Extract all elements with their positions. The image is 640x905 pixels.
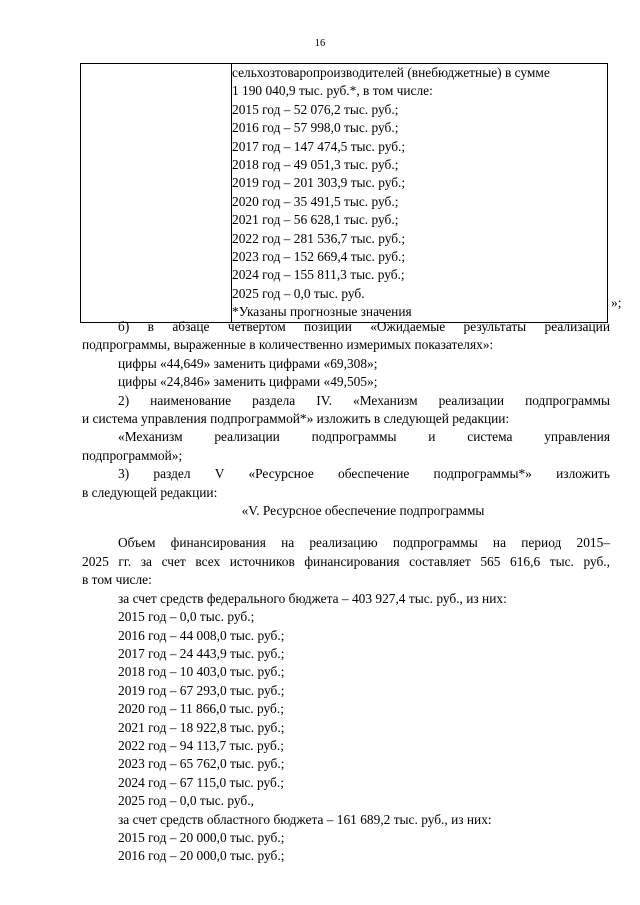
list-item: 2021 год – 18 922,8 тыс. руб.; (118, 719, 285, 735)
table-row (81, 64, 608, 323)
volume-paragraph: Объем финансирования на реализацию подпрограммы на период 2015– (118, 535, 610, 551)
list-item: 2022 год – 94 113,7 тыс. руб.; (118, 737, 284, 753)
table-cell-line: 2022 год – 281 536,7 тыс. руб.; (232, 230, 406, 246)
paragraph-item-b: б) в абзаце четвертом позиции «Ожидаемые результаты реализации (118, 319, 610, 334)
list-item: 2018 год – 10 403,0 тыс. руб.; (118, 664, 285, 680)
closing-quote: »; (611, 295, 622, 310)
list-item: 2017 год – 24 443,9 тыс. руб.; (118, 645, 285, 661)
paragraph-item-3-cont: в следующей редакции: (82, 484, 218, 500)
table-right-cell (232, 64, 608, 323)
table-cell-line: 2018 год – 49 051,3 тыс. руб.; (232, 157, 399, 173)
paragraph-item-2-cont: и система управления подпрограммой*» изложить в следующей редакции: (82, 411, 510, 427)
table-left-cell (81, 64, 232, 323)
volume-paragraph-end: в том числе: (82, 572, 152, 588)
replacement-line: цифры «44,649» заменить цифрами «69,308»; (118, 355, 378, 371)
list-item: 2024 год – 67 115,0 тыс. руб.; (118, 774, 284, 790)
program-table (80, 63, 608, 323)
quoted-title-cont: подпрограммой»; (82, 447, 183, 463)
paragraph-item-b-cont: подпрограммы, выраженные в количественно измеримых показателях»: (82, 337, 494, 353)
paragraph-item-3: 3) раздел V «Ресурсное обеспечение подпрограммы*» изложить (118, 466, 610, 482)
table-cell-line: сельхозтоваропроизводителей (внебюджетные) в сумме (232, 65, 550, 80)
list-item: 2015 год – 20 000,0 тыс. руб.; (118, 829, 285, 845)
list-item: 2019 год – 67 293,0 тыс. руб.; (118, 682, 285, 698)
list-item: 2020 год – 11 866,0 тыс. руб.; (118, 701, 284, 717)
section-title: «V. Ресурсное обеспечение подпрограммы (241, 503, 485, 519)
paragraph-item-2: 2) наименование раздела IV. «Механизм реализации подпрограммы (118, 392, 610, 408)
list-item: 2016 год – 44 008,0 тыс. руб.; (118, 627, 285, 643)
table-cell-line: 2019 год – 201 303,9 тыс. руб.; (232, 175, 406, 191)
table-cell-line: 2024 год – 155 811,3 тыс. руб.; (232, 267, 405, 283)
regional-budget-intro: за счет средств областного бюджета – 161 689,2 тыс. руб., из них: (118, 811, 492, 827)
table-cell-line: 2020 год – 35 491,5 тыс. руб.; (232, 193, 399, 209)
table-cell-line: 2017 год – 147 474,5 тыс. руб.; (232, 138, 406, 154)
federal-budget-intro: за счет средств федерального бюджета – 403 927,4 тыс. руб., из них: (118, 590, 507, 606)
table-cell-line: 1 190 040,9 тыс. руб.*, в том числе: (232, 83, 433, 99)
table-cell-line: 2015 год – 52 076,2 тыс. руб.; (232, 101, 399, 117)
quoted-title: «Механизм реализации подпрограммы и система управления (118, 429, 610, 445)
table-cell-line: 2021 год – 56 628,1 тыс. руб.; (232, 212, 399, 228)
volume-paragraph-cont: 2025 гг. за счет всех источников финансирования составляет 565 616,6 тыс. руб., (82, 553, 610, 569)
table-cell-line: 2025 год – 0,0 тыс. руб. (232, 285, 365, 301)
list-item: 2015 год – 0,0 тыс. руб.; (118, 609, 255, 625)
table-cell-line: 2023 год – 152 669,4 тыс. руб.; (232, 249, 406, 265)
page-number: 16 (314, 38, 326, 49)
table-cell-line: 2016 год – 57 998,0 тыс. руб.; (232, 120, 399, 136)
document-body (82, 318, 610, 866)
table-footnote: *Указаны прогнозные значения (232, 304, 412, 320)
list-item: 2025 год – 0,0 тыс. руб., (118, 793, 254, 809)
list-item: 2016 год – 20 000,0 тыс. руб.; (118, 848, 285, 864)
list-item: 2023 год – 65 762,0 тыс. руб.; (118, 756, 285, 772)
replacement-line: цифры «24,846» заменить цифрами «49,505»; (118, 374, 378, 390)
